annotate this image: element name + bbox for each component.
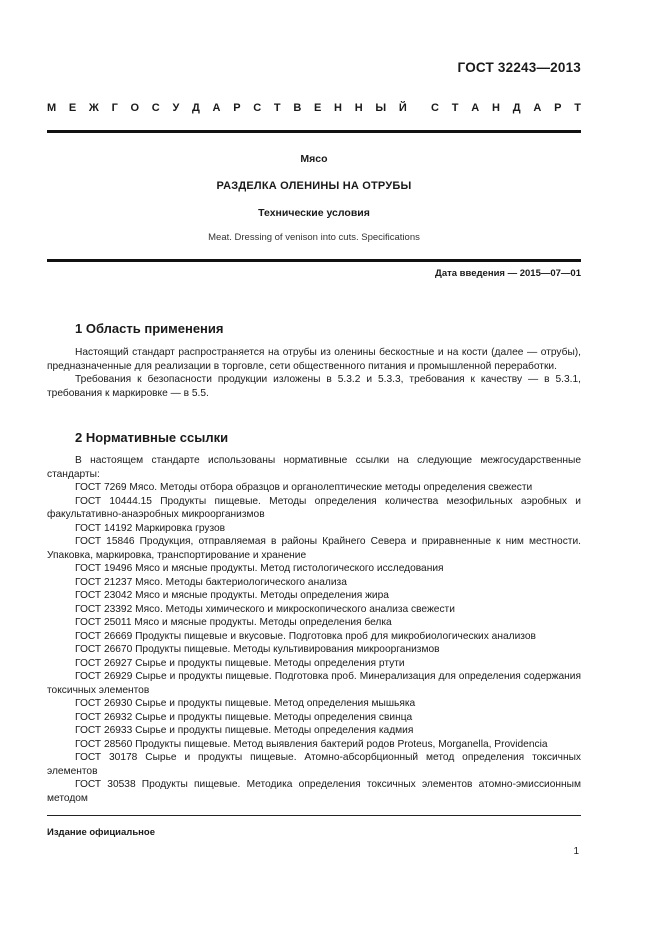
section-2-heading: 2 Нормативные ссылки <box>75 430 229 445</box>
introduction-date: Дата введения — 2015—07—01 <box>435 268 581 279</box>
banner-word-standard: С Т А Н Д А Р Т <box>431 102 581 114</box>
title-rule <box>47 259 581 262</box>
standard-banner <box>47 102 581 114</box>
references-intro: В настоящем стандарте использованы нормативные ссылки на следующие межгосударственные стандарты: <box>47 455 581 480</box>
reference-item: ГОСТ 26933 Сырье и продукты пищевые. Методы определения кадмия <box>75 725 414 736</box>
reference-item: ГОСТ 10444.15 Продукты пищевые. Методы определения количества мезофильных аэробных и факультативно-анаэробных микроорганизмов <box>47 495 581 520</box>
reference-item: ГОСТ 30538 Продукты пищевые. Методика определения токсичных элементов атомно-эмиссионным методом <box>47 779 581 804</box>
reference-item: ГОСТ 30178 Сырье и продукты пищевые. Атомно-абсорбционный метод определения токсичных элементов <box>47 752 581 777</box>
paragraph: Требования к безопасности продукции изложены в 5.3.2 и 5.3.3, требования к качеству — в 5.3.1, требования к маркировке — в 5.5. <box>47 374 581 399</box>
reference-item: ГОСТ 15846 Продукция, отправляемая в районы Крайнего Севера и приравненные к ним местности. Упаковка, маркировка, транспортирование и хранение <box>47 536 581 561</box>
reference-item: ГОСТ 23042 Мясо и мясные продукты. Методы определения жира <box>75 590 389 601</box>
reference-item: ГОСТ 26929 Сырье и продукты пищевые. Подготовка проб. Минерализация для определения содержания токсичных элементов <box>47 671 581 696</box>
reference-item: ГОСТ 28560 Продукты пищевые. Метод выявления бактерий родов Proteus, Morganella, Providencia <box>75 738 548 750</box>
page-number: 1 <box>573 846 579 857</box>
reference-item: ГОСТ 25011 Мясо и мясные продукты. Методы определения белка <box>75 617 392 628</box>
header-rule <box>47 130 581 133</box>
reference-item: ГОСТ 19496 Мясо и мясные продукты. Метод гистологического исследования <box>75 563 444 574</box>
banner-word-interstate: М Е Ж Г О С У Д А Р С Т В Е Н Н Ы Й <box>47 102 407 114</box>
footer-rule <box>47 815 581 816</box>
reference-item: ГОСТ 26930 Сырье и продукты пищевые. Метод определения мышьяка <box>75 698 416 709</box>
reference-item: ГОСТ 26670 Продукты пищевые. Методы культивирования микроорганизмов <box>75 644 440 655</box>
paragraph: Настоящий стандарт распространяется на отрубы из оленины бескостные и на кости (далее — отрубы), предназначенные для реализации в торговле, сети общественного питания и промышленной переработки. <box>47 347 581 372</box>
reference-item: ГОСТ 7269 Мясо. Методы отбора образцов и органолептические методы определения свежести <box>75 482 533 493</box>
references-list <box>47 454 581 805</box>
reference-item: ГОСТ 26932 Сырье и продукты пищевые. Методы определения свинца <box>75 711 413 723</box>
document-number: ГОСТ 32243—2013 <box>457 60 581 75</box>
english-title: Meat. Dressing of venison into cuts. Specifications <box>208 232 420 243</box>
section-1-heading: 1 Область применения <box>75 321 224 336</box>
section-1-body <box>47 346 581 400</box>
document-title: РАЗДЕЛКА ОЛЕНИНЫ НА ОТРУБЫ <box>216 180 412 192</box>
reference-item: ГОСТ 26669 Продукты пищевые и вкусовые. Подготовка проб для микробиологических анализов <box>75 630 536 642</box>
reference-item: ГОСТ 23392 Мясо. Методы химического и микроскопического анализа свежести <box>75 603 455 615</box>
reference-item: ГОСТ 26927 Сырье и продукты пищевые. Методы определения ртути <box>75 657 405 669</box>
official-edition-label: Издание официальное <box>47 827 155 838</box>
document-subtitle: Технические условия <box>258 207 370 219</box>
document-subject: Мясо <box>300 153 328 165</box>
reference-item: ГОСТ 14192 Маркировка грузов <box>75 522 226 534</box>
reference-item: ГОСТ 21237 Мясо. Методы бактериологического анализа <box>75 576 347 588</box>
